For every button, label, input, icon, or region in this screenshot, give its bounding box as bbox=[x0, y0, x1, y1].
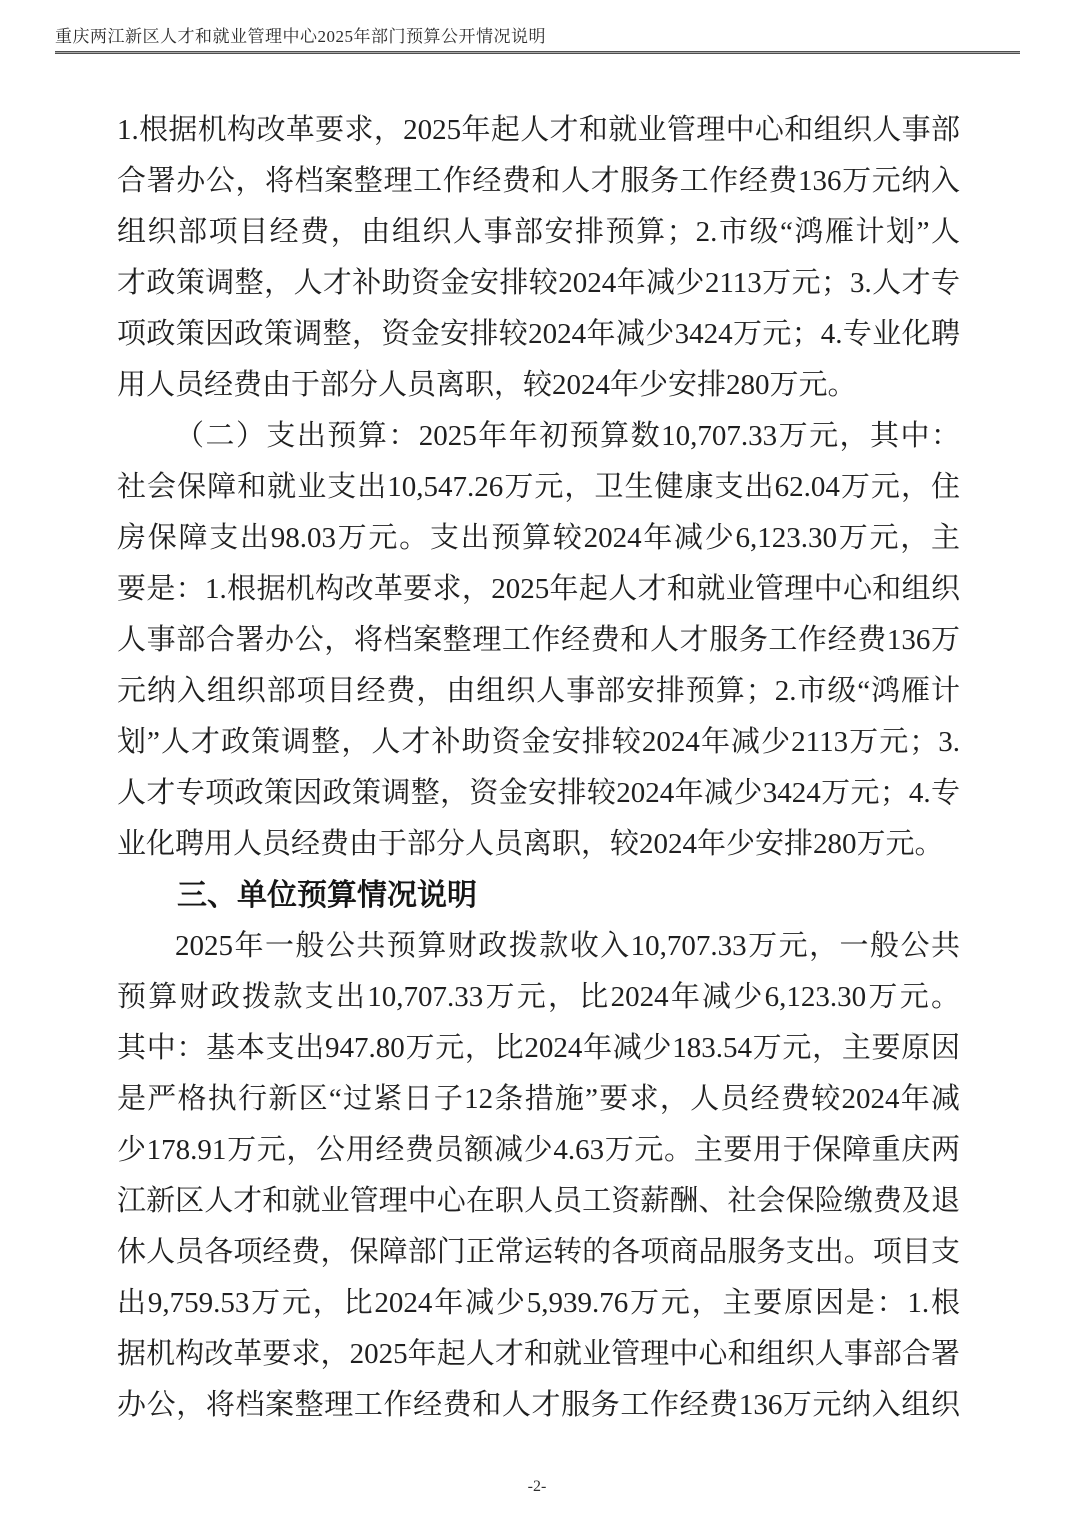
body-line: 是严格执行新区“过紧日子12条措施”要求，人员经费较2024年减 bbox=[117, 1083, 960, 1115]
body-line: 办公，将档案整理工作经费和人才服务工作经费136万元纳入组织 bbox=[117, 1389, 960, 1421]
body-line: 出9,759.53万元，比2024年减少5,939.76万元，主要原因是：1.根 bbox=[117, 1287, 960, 1319]
body-line: （二）支出预算：2025年年初预算数10,707.33万元，其中： bbox=[175, 420, 960, 452]
body-line: 少178.91万元，公用经费员额减少4.63万元。主要用于保障重庆两 bbox=[117, 1134, 960, 1166]
body-line: 业化聘用人员经费由于部分人员离职，较2024年少安排280万元。 bbox=[117, 828, 944, 860]
body-line: 江新区人才和就业管理中心在职人员工资薪酬、社会保险缴费及退 bbox=[117, 1185, 960, 1217]
page-header-title: 重庆两江新区人才和就业管理中心2025年部门预算公开情况说明 bbox=[55, 27, 546, 46]
body-line: 划”人才政策调整，人才补助资金安排较2024年减少2113万元；3. bbox=[117, 726, 960, 758]
body-line: 社会保障和就业支出10,547.26万元，卫生健康支出62.04万元，住 bbox=[117, 471, 960, 503]
body-line: 合署办公，将档案整理工作经费和人才服务工作经费136万元纳入 bbox=[117, 165, 960, 197]
header-divider bbox=[55, 51, 1020, 54]
body-line: 据机构改革要求，2025年起人才和就业管理中心和组织人事部合署 bbox=[117, 1338, 960, 1370]
section-heading: 三、单位预算情况说明 bbox=[177, 879, 477, 912]
body-line: 项政策因政策调整，资金安排较2024年减少3424万元；4.专业化聘 bbox=[117, 318, 960, 350]
body-line: 元纳入组织部项目经费，由组织人事部安排预算；2.市级“鸿雁计 bbox=[117, 675, 960, 707]
body-line: 1.根据机构改革要求，2025年起人才和就业管理中心和组织人事部 bbox=[117, 114, 960, 146]
page-number: -2- bbox=[527, 1478, 547, 1495]
body-line: 人才专项政策因政策调整，资金安排较2024年减少3424万元；4.专 bbox=[117, 777, 960, 809]
body-line: 房保障支出98.03万元。支出预算较2024年减少6,123.30万元，主 bbox=[117, 522, 960, 554]
document-body bbox=[117, 105, 960, 1431]
body-line: 人事部合署办公，将档案整理工作经费和人才服务工作经费136万 bbox=[117, 624, 960, 656]
body-line: 其中：基本支出947.80万元，比2024年减少183.54万元，主要原因 bbox=[117, 1032, 960, 1064]
body-line: 休人员各项经费，保障部门正常运转的各项商品服务支出。项目支 bbox=[117, 1236, 960, 1268]
body-line: 要是：1.根据机构改革要求，2025年起人才和就业管理中心和组织 bbox=[117, 573, 960, 605]
body-line: 用人员经费由于部分人员离职，较2024年少安排280万元。 bbox=[117, 369, 857, 401]
body-line: 预算财政拨款支出10,707.33万元，比2024年减少6,123.30万元。 bbox=[117, 981, 960, 1013]
body-line: 才政策调整，人才补助资金安排较2024年减少2113万元；3.人才专 bbox=[117, 267, 960, 299]
body-line: 组织部项目经费，由组织人事部安排预算；2.市级“鸿雁计划”人 bbox=[117, 216, 960, 248]
body-line: 2025年一般公共预算财政拨款收入10,707.33万元，一般公共 bbox=[175, 930, 960, 962]
